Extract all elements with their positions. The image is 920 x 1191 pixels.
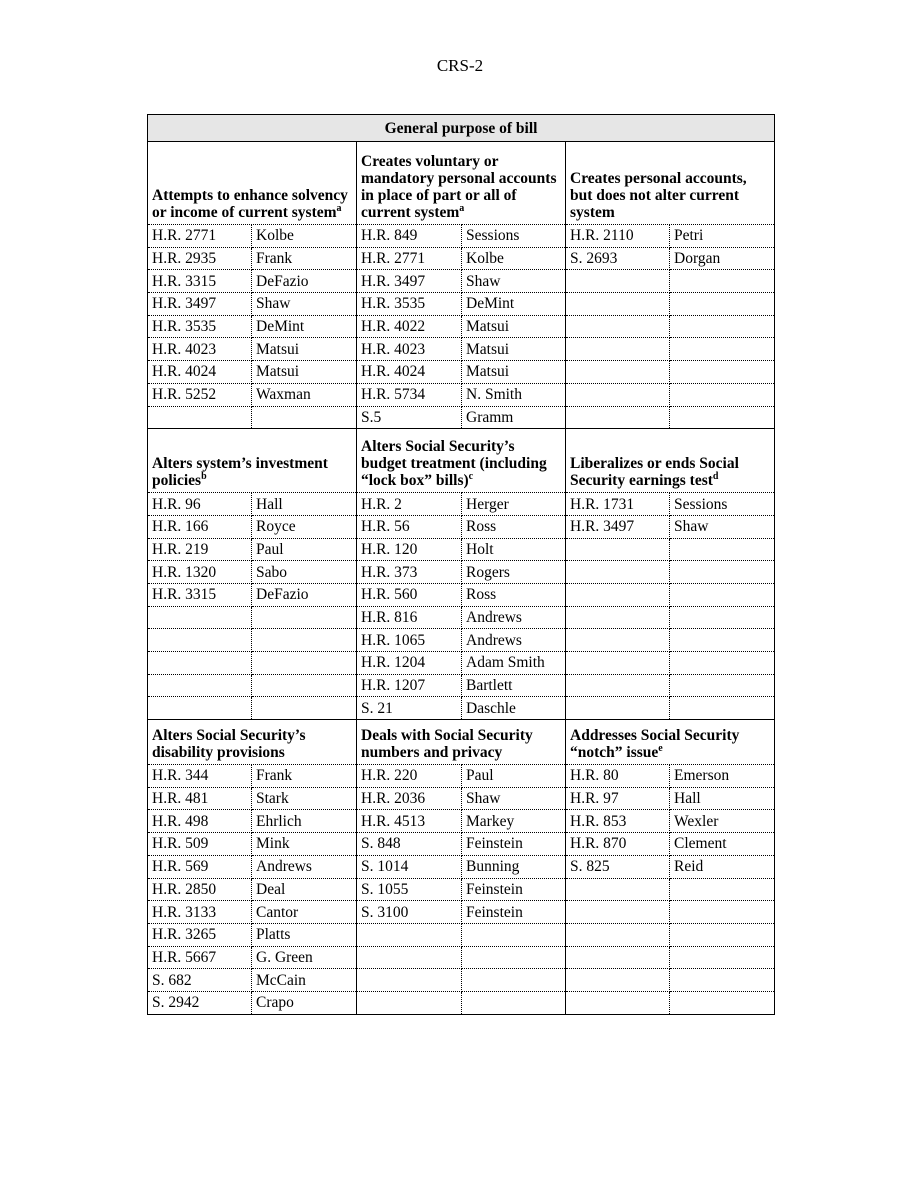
table-row — [148, 606, 775, 629]
sponsor-name: Deal — [252, 878, 357, 901]
table-row — [148, 583, 775, 606]
bill-number: H.R. 4024 — [357, 361, 462, 384]
bill-number: H.R. 4024 — [148, 361, 252, 384]
bill-number — [566, 652, 670, 675]
bill-number — [566, 991, 670, 1014]
footnote-marker: a — [336, 202, 342, 214]
bill-number — [357, 991, 462, 1014]
table-row — [148, 923, 775, 946]
sponsor-name — [252, 606, 357, 629]
sponsor-name — [670, 583, 775, 606]
sponsor-name: Andrews — [252, 855, 357, 878]
bill-number — [566, 315, 670, 338]
sponsor-name: Frank — [252, 247, 357, 270]
bill-number: S. 1055 — [357, 878, 462, 901]
bill-number — [566, 270, 670, 293]
category-label: Creates voluntary or mandatory personal accounts in place of part or all of current system — [361, 153, 557, 221]
category-header — [357, 720, 566, 765]
bill-number: H.R. 97 — [566, 787, 670, 810]
sponsor-name — [462, 969, 566, 992]
sponsor-name — [670, 338, 775, 361]
category-label: Alters Social Security’s budget treatment (including “lock box” bills) — [361, 438, 547, 490]
bill-number: H.R. 498 — [148, 810, 252, 833]
sponsor-name — [670, 878, 775, 901]
table-row — [148, 515, 775, 538]
bill-number: H.R. 166 — [148, 515, 252, 538]
sponsor-name: Bartlett — [462, 674, 566, 697]
bill-number: H.R. 219 — [148, 538, 252, 561]
bill-number: S. 1014 — [357, 855, 462, 878]
table-row — [148, 629, 775, 652]
bill-number: H.R. 1207 — [357, 674, 462, 697]
bill-number: H.R. 4023 — [357, 338, 462, 361]
table-row — [148, 652, 775, 675]
bill-number — [148, 629, 252, 652]
sponsor-name — [670, 270, 775, 293]
sponsor-name: Rogers — [462, 561, 566, 584]
bill-number: H.R. 569 — [148, 855, 252, 878]
sponsor-name: Sabo — [252, 561, 357, 584]
sponsor-name: Matsui — [462, 338, 566, 361]
bill-number: H.R. 2771 — [357, 247, 462, 270]
bill-number: H.R. 2850 — [148, 878, 252, 901]
table-row — [148, 674, 775, 697]
bill-number — [566, 878, 670, 901]
sponsor-name: Clement — [670, 833, 775, 856]
sponsor-name: Dorgan — [670, 247, 775, 270]
bill-number — [148, 652, 252, 675]
sponsor-name: Reid — [670, 855, 775, 878]
sponsor-name: Sessions — [462, 225, 566, 248]
category-label: Deals with Social Security numbers and privacy — [361, 727, 533, 762]
sponsor-name — [670, 561, 775, 584]
sponsor-name: Hall — [252, 493, 357, 516]
sponsor-name — [670, 652, 775, 675]
bill-number: H.R. 509 — [148, 833, 252, 856]
bill-number: H.R. 3535 — [357, 293, 462, 316]
sponsor-name — [462, 923, 566, 946]
sponsor-name: Platts — [252, 923, 357, 946]
sponsor-name: Markey — [462, 810, 566, 833]
bill-number: S. 682 — [148, 969, 252, 992]
bill-number — [566, 923, 670, 946]
bill-number: H.R. 3265 — [148, 923, 252, 946]
bill-number: H.R. 80 — [566, 765, 670, 788]
category-header — [566, 142, 775, 225]
sponsor-name: Matsui — [252, 338, 357, 361]
bill-number: H.R. 373 — [357, 561, 462, 584]
bill-number — [357, 923, 462, 946]
sponsor-name — [670, 901, 775, 924]
sponsor-name: Shaw — [670, 515, 775, 538]
sponsor-name — [670, 315, 775, 338]
bill-number — [566, 338, 670, 361]
category-label: Alters system’s investment policies — [152, 455, 328, 490]
bill-number — [566, 674, 670, 697]
category-label: Alters Social Security’s disability provisions — [152, 727, 306, 762]
sponsor-name: Shaw — [252, 293, 357, 316]
sponsor-name: Herger — [462, 493, 566, 516]
bill-number: H.R. 2771 — [148, 225, 252, 248]
table-row — [148, 855, 775, 878]
sponsor-name — [252, 697, 357, 720]
bill-number: H.R. 849 — [357, 225, 462, 248]
bill-number: H.R. 2110 — [566, 225, 670, 248]
sponsor-name: DeFazio — [252, 270, 357, 293]
bill-number — [357, 946, 462, 969]
bill-number — [566, 629, 670, 652]
sponsor-name: Feinstein — [462, 901, 566, 924]
bill-number — [357, 969, 462, 992]
bill-number: H.R. 4513 — [357, 810, 462, 833]
sponsor-name: Stark — [252, 787, 357, 810]
table-row — [148, 247, 775, 270]
bill-number: H.R. 344 — [148, 765, 252, 788]
table-row — [148, 270, 775, 293]
sponsor-name: Ehrlich — [252, 810, 357, 833]
sponsor-name: Feinstein — [462, 878, 566, 901]
sponsor-name: Wexler — [670, 810, 775, 833]
bill-number: H.R. 96 — [148, 493, 252, 516]
sponsor-name — [670, 969, 775, 992]
sponsor-name: Emerson — [670, 765, 775, 788]
sponsor-name — [670, 361, 775, 384]
category-header — [357, 142, 566, 225]
sponsor-name — [670, 293, 775, 316]
sponsor-name: DeFazio — [252, 583, 357, 606]
bill-number: H.R. 853 — [566, 810, 670, 833]
sponsor-name: Holt — [462, 538, 566, 561]
sponsor-name: Matsui — [252, 361, 357, 384]
table-row — [148, 901, 775, 924]
bill-number — [566, 406, 670, 429]
footnote-marker: e — [658, 742, 663, 754]
sponsor-name — [670, 383, 775, 406]
table-row — [148, 383, 775, 406]
bill-number: H.R. 220 — [357, 765, 462, 788]
sponsor-name: Frank — [252, 765, 357, 788]
bill-number: H.R. 3497 — [148, 293, 252, 316]
table-row — [148, 969, 775, 992]
bill-number — [566, 946, 670, 969]
sponsor-name: Kolbe — [462, 247, 566, 270]
footnote-marker: d — [712, 471, 719, 483]
bill-number: H.R. 560 — [357, 583, 462, 606]
sponsor-name — [670, 923, 775, 946]
sponsor-name: Sessions — [670, 493, 775, 516]
sponsor-name: DeMint — [462, 293, 566, 316]
sponsor-name: Matsui — [462, 315, 566, 338]
bill-number — [148, 674, 252, 697]
bill-number: H.R. 816 — [357, 606, 462, 629]
sponsor-name: Hall — [670, 787, 775, 810]
sponsor-name: Daschle — [462, 697, 566, 720]
bill-number — [566, 561, 670, 584]
table-row — [148, 361, 775, 384]
bill-number: H.R. 2036 — [357, 787, 462, 810]
bill-number: S.5 — [357, 406, 462, 429]
sponsor-name: Feinstein — [462, 833, 566, 856]
bill-number: H.R. 1320 — [148, 561, 252, 584]
bill-number — [148, 406, 252, 429]
bill-number — [566, 901, 670, 924]
sponsor-name: Andrews — [462, 629, 566, 652]
bill-number — [148, 697, 252, 720]
sponsor-name: Matsui — [462, 361, 566, 384]
category-header — [148, 720, 357, 765]
sponsor-name — [670, 674, 775, 697]
sponsor-name: N. Smith — [462, 383, 566, 406]
table-row — [148, 833, 775, 856]
bill-number: H.R. 3535 — [148, 315, 252, 338]
bill-number: S. 2942 — [148, 991, 252, 1014]
sponsor-name: Shaw — [462, 270, 566, 293]
sponsor-name — [670, 406, 775, 429]
table-row — [148, 406, 775, 429]
table-row — [148, 946, 775, 969]
sponsor-name — [462, 991, 566, 1014]
sponsor-name — [252, 674, 357, 697]
footnote-marker: b — [201, 471, 207, 483]
sponsor-name: Gramm — [462, 406, 566, 429]
table-row — [148, 810, 775, 833]
sponsor-name: DeMint — [252, 315, 357, 338]
category-header — [148, 429, 357, 493]
sponsor-name: McCain — [252, 969, 357, 992]
bill-number: H.R. 5252 — [148, 383, 252, 406]
table-row — [148, 225, 775, 248]
table-row — [148, 765, 775, 788]
bill-number: H.R. 3133 — [148, 901, 252, 924]
bill-number: H.R. 4023 — [148, 338, 252, 361]
category-header — [566, 720, 775, 765]
table-title: General purpose of bill — [148, 115, 775, 142]
sponsor-name: Royce — [252, 515, 357, 538]
bill-number — [566, 697, 670, 720]
sponsor-name: Cantor — [252, 901, 357, 924]
table-row — [148, 991, 775, 1014]
category-header — [148, 142, 357, 225]
bill-number: H.R. 56 — [357, 515, 462, 538]
bill-number: H.R. 4022 — [357, 315, 462, 338]
bill-number: S. 848 — [357, 833, 462, 856]
sponsor-name — [670, 538, 775, 561]
bill-number: H.R. 1731 — [566, 493, 670, 516]
category-header-row — [148, 142, 775, 225]
bill-number: H.R. 870 — [566, 833, 670, 856]
sponsor-name: Petri — [670, 225, 775, 248]
sponsor-name: Paul — [252, 538, 357, 561]
sponsor-name: Ross — [462, 515, 566, 538]
bill-number: H.R. 3315 — [148, 583, 252, 606]
sponsor-name: G. Green — [252, 946, 357, 969]
bill-number: H.R. 5667 — [148, 946, 252, 969]
bill-number — [566, 969, 670, 992]
table-row — [148, 697, 775, 720]
sponsor-name — [670, 991, 775, 1014]
bill-number: H.R. 3497 — [566, 515, 670, 538]
category-header-row — [148, 720, 775, 765]
table-title-row — [148, 115, 775, 142]
table-row — [148, 787, 775, 810]
bill-number — [566, 538, 670, 561]
bill-number — [566, 361, 670, 384]
bills-table — [147, 114, 775, 1015]
category-label: Creates personal accounts, but does not alter current system — [570, 170, 747, 221]
bill-number: H.R. 1065 — [357, 629, 462, 652]
footnote-marker: a — [459, 202, 465, 214]
sponsor-name: Paul — [462, 765, 566, 788]
bill-number — [148, 606, 252, 629]
footnote-marker: c — [468, 471, 474, 483]
sponsor-name — [252, 652, 357, 675]
sponsor-name: Bunning — [462, 855, 566, 878]
sponsor-name — [252, 629, 357, 652]
category-header — [357, 429, 566, 493]
bill-number: H.R. 3497 — [357, 270, 462, 293]
sponsor-name: Shaw — [462, 787, 566, 810]
bill-number — [566, 293, 670, 316]
bill-number: H.R. 120 — [357, 538, 462, 561]
table-row — [148, 538, 775, 561]
sponsor-name: Crapo — [252, 991, 357, 1014]
sponsor-name: Kolbe — [252, 225, 357, 248]
bill-number — [566, 383, 670, 406]
table-row — [148, 293, 775, 316]
table-row — [148, 493, 775, 516]
category-label: Liberalizes or ends Social Security earnings test — [570, 455, 739, 490]
page-header: CRS-2 — [436, 56, 484, 75]
bill-number: H.R. 481 — [148, 787, 252, 810]
bill-number: S. 3100 — [357, 901, 462, 924]
bill-number: H.R. 5734 — [357, 383, 462, 406]
category-label: Attempts to enhance solvency or income of current system — [152, 187, 348, 221]
table-row — [148, 561, 775, 584]
bill-number — [566, 583, 670, 606]
table-row — [148, 338, 775, 361]
sponsor-name — [670, 606, 775, 629]
sponsor-name — [670, 629, 775, 652]
sponsor-name: Waxman — [252, 383, 357, 406]
sponsor-name: Mink — [252, 833, 357, 856]
category-header — [566, 429, 775, 493]
sponsor-name: Ross — [462, 583, 566, 606]
sponsor-name — [252, 406, 357, 429]
category-header-row — [148, 429, 775, 493]
category-label: Addresses Social Security “notch” issue — [570, 727, 740, 762]
bill-number: H.R. 3315 — [148, 270, 252, 293]
bill-number: S. 2693 — [566, 247, 670, 270]
bill-number: H.R. 2 — [357, 493, 462, 516]
bill-number: S. 825 — [566, 855, 670, 878]
sponsor-name: Adam Smith — [462, 652, 566, 675]
sponsor-name — [670, 697, 775, 720]
bill-number — [566, 606, 670, 629]
sponsor-name — [462, 946, 566, 969]
bill-number: H.R. 2935 — [148, 247, 252, 270]
sponsor-name: Andrews — [462, 606, 566, 629]
bill-number: H.R. 1204 — [357, 652, 462, 675]
table-row — [148, 315, 775, 338]
bill-number: S. 21 — [357, 697, 462, 720]
table-row — [148, 878, 775, 901]
sponsor-name — [670, 946, 775, 969]
